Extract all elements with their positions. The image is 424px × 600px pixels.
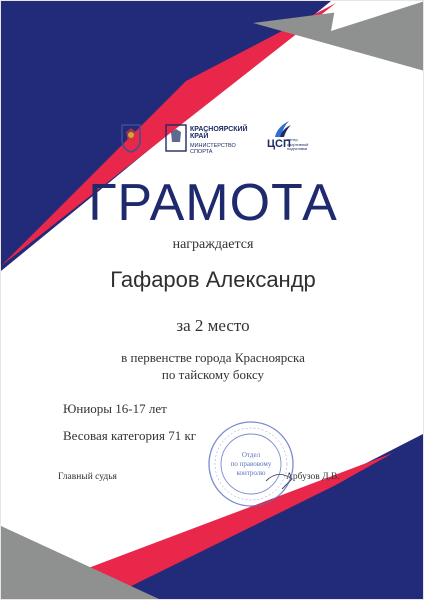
place-text: за 2 место (176, 316, 250, 335)
stamp-line2: по правовому (230, 460, 272, 468)
ministry-line2: СПОРТА (190, 149, 213, 155)
awarded-text: награждается (172, 237, 254, 252)
ministry-name (190, 143, 236, 155)
coat-of-arms-icon (119, 122, 143, 154)
recipient-name: Гафаров Александр (110, 267, 316, 292)
region-emblem-icon (165, 124, 187, 152)
stamp-line1: Отдел (241, 451, 261, 459)
judge-name: Арбузов Д.В. (286, 472, 340, 482)
ministry-line1: МИНИСТЕРСТВО (190, 143, 236, 149)
age-group: Юниоры 16-17 лет (63, 401, 167, 416)
judge-label: Главный судья (58, 472, 117, 482)
region-line2: КРАЙ (190, 133, 209, 140)
csp-line2: спортивной (287, 141, 309, 147)
region-name (190, 126, 248, 140)
csp-line3: подготовки (287, 146, 308, 151)
competition-line1: в первенстве города Красноярска (121, 350, 305, 365)
region-line1: КРАСНОЯРСКИЙ (190, 126, 248, 133)
certificate-title: ГРАМОТА (88, 174, 338, 232)
csp-caption (287, 138, 308, 152)
competition-line2: по тайскому боксу (161, 367, 265, 382)
decorative-background (1, 1, 424, 600)
csp-flame-icon (271, 119, 293, 139)
official-stamp (206, 419, 296, 509)
csp-line1: центр (287, 137, 298, 142)
stamp-line3: контролю (236, 469, 266, 477)
logos-row (1, 119, 424, 159)
weight-class: Весовая категория 71 кг (63, 428, 197, 443)
competition-text (1, 349, 424, 383)
csp-abbreviation: ЦСП (267, 138, 291, 150)
